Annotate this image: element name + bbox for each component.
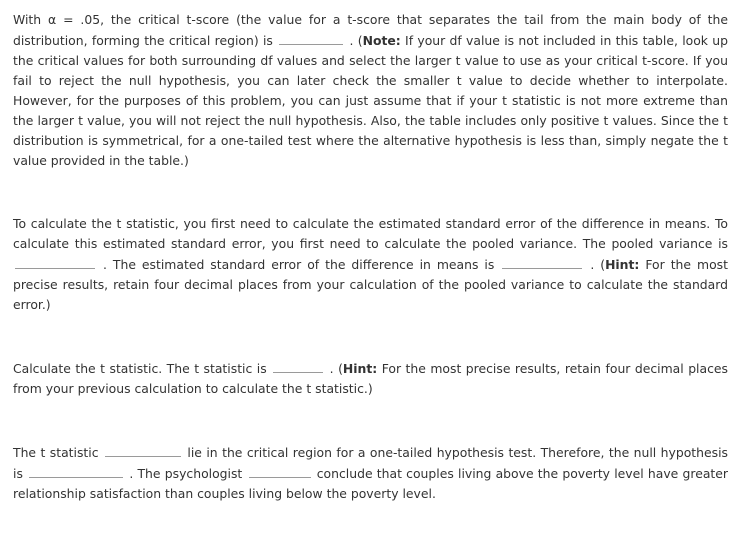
text: To calculate the t statistic, you first need to calculate the estimated standard error of the difference in means. To calculate this estimated standard error, you first need to calculate the pooled variance. The pooled variance is: [13, 216, 728, 251]
critical-region-dropdown[interactable]: [105, 442, 181, 457]
pooled-variance-blank[interactable]: [15, 254, 95, 269]
t-statistic-blank[interactable]: [273, 358, 323, 373]
text: With α = .05, the critical t-score (the value for a t-score that separates the tail from the main body of the distribution, forming the critical region) is: [13, 12, 728, 48]
null-hypothesis-dropdown[interactable]: [29, 463, 123, 478]
t-statistic-paragraph: [13, 358, 728, 399]
critical-t-score-blank[interactable]: [279, 30, 343, 45]
text: For the most precise results, retain four decimal places from your calculation of the pooled variance to calculate the standard error.): [13, 257, 728, 312]
text: . The estimated standard error of the difference in means is: [102, 257, 495, 272]
text: . (: [329, 361, 343, 376]
hint-label: Hint:: [342, 361, 378, 376]
text: . (: [349, 33, 363, 48]
standard-error-paragraph: [13, 214, 728, 315]
text: For the most precise results, retain four decimal places from your previous calculation to calculate the t statistic.): [13, 361, 728, 396]
text: . (: [590, 257, 606, 272]
text: . The psychologist: [129, 466, 243, 481]
conclusion-paragraph: [13, 442, 728, 504]
text: conclude that couples living above the poverty level have greater relationship satisfaction than couples living below the poverty level.: [13, 466, 728, 501]
text: The t statistic: [13, 445, 99, 460]
hint-label: Hint:: [605, 257, 640, 272]
text: lie in the critical region for a one-tailed hypothesis test. Therefore, the null hypothesis is: [13, 445, 728, 481]
text: If your df value is not included in this table, look up the critical values for both surrounding df values and select the larger t value to use as your critical t-score. If you fail to reject the null hypothesis, you can later check the smaller t value to decide whether to interpolate. However, for the purposes of this problem, you can just assume that if your t statistic is not more extreme than the larger t value, you will not reject the null hypothesis. Also, the table includes only positive t values. Since the t distribution is symmetrical, for a one-tailed test where the alternative hypothesis is less than, simply negate the t value provided in the table.): [13, 33, 728, 168]
critical-t-paragraph: [13, 10, 728, 171]
note-label: Note:: [362, 33, 401, 48]
psychologist-conclusion-dropdown[interactable]: [249, 463, 311, 478]
text: Calculate the t statistic. The t statistic is: [13, 361, 267, 376]
standard-error-blank[interactable]: [502, 254, 582, 269]
